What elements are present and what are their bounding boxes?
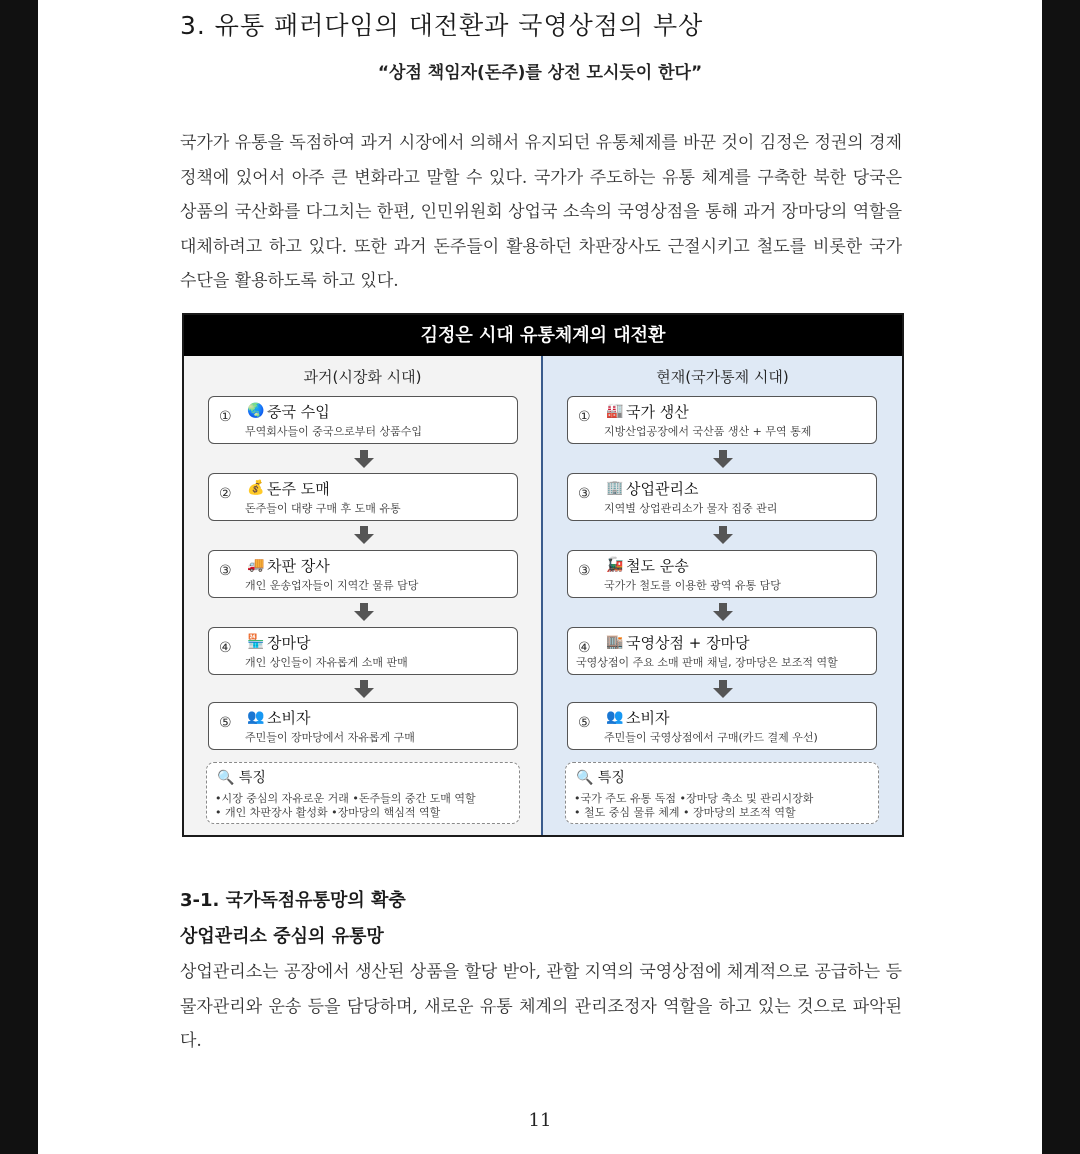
step-number: ⑤ bbox=[578, 715, 591, 731]
globe-icon: 🌏 bbox=[247, 403, 265, 419]
past-step-2 bbox=[208, 473, 518, 521]
step-title: 소비자 bbox=[267, 709, 311, 727]
step-title: 국가 생산 bbox=[626, 403, 689, 421]
document-page bbox=[38, 0, 1042, 1154]
down-arrow-icon bbox=[713, 450, 733, 470]
step-description: 돈주들이 대량 구매 후 도매 유통 bbox=[245, 502, 401, 515]
features-title: 🔍 특징 bbox=[576, 770, 625, 786]
features-title: 🔍 특징 bbox=[217, 770, 266, 786]
past-step-5 bbox=[208, 702, 518, 750]
step-description: 개인 운송업자들이 지역간 물류 담당 bbox=[245, 579, 419, 592]
present-step-2 bbox=[567, 473, 877, 521]
past-step-3 bbox=[208, 550, 518, 598]
present-step-5 bbox=[567, 702, 877, 750]
section-quote: “상점 책임자(돈주)를 상전 모시듯이 한다” bbox=[377, 63, 703, 83]
step-number: ③ bbox=[578, 563, 591, 579]
step-title: 소비자 bbox=[626, 709, 670, 727]
step-description: 국가가 철도를 이용한 광역 유통 담당 bbox=[604, 579, 781, 592]
step-title: 상업관리소 bbox=[626, 480, 699, 498]
present-step-3 bbox=[567, 550, 877, 598]
step-description: 지역별 상업관리소가 물자 집중 관리 bbox=[604, 502, 778, 515]
step-description: 주민들이 국영상점에서 구매(카드 결제 우선) bbox=[604, 731, 818, 744]
step-number: ⑤ bbox=[219, 715, 232, 731]
down-arrow-icon bbox=[354, 603, 374, 623]
present-features-box bbox=[565, 762, 879, 824]
market-stall-icon: 🏪 bbox=[247, 634, 265, 650]
step-title: 중국 수입 bbox=[267, 403, 330, 421]
step-number: ④ bbox=[578, 640, 591, 656]
step-description: 개인 상인들이 자유롭게 소매 판매 bbox=[245, 656, 408, 669]
step-number: ② bbox=[219, 486, 232, 502]
feature-line: • 개인 차판장사 활성화 •장마당의 핵심적 역할 bbox=[215, 806, 441, 819]
feature-line: •국가 주도 유통 독점 •장마당 축소 및 관리시장화 bbox=[574, 792, 814, 805]
step-number: ① bbox=[219, 409, 232, 425]
subsection-subheading: 상업관리소 중심의 유통망 bbox=[180, 926, 384, 947]
step-number: ③ bbox=[578, 486, 591, 502]
truck-icon: 🚚 bbox=[247, 557, 265, 573]
down-arrow-icon bbox=[713, 526, 733, 546]
down-arrow-icon bbox=[354, 526, 374, 546]
people-icon: 👥 bbox=[247, 709, 265, 725]
down-arrow-icon bbox=[354, 680, 374, 700]
feature-line: • 철도 중심 물류 체계 • 장마당의 보조적 역할 bbox=[574, 806, 796, 819]
page-number: 11 bbox=[528, 1110, 552, 1131]
past-step-1 bbox=[208, 396, 518, 444]
factory-icon: 🏭 bbox=[606, 403, 624, 419]
step-title: 차판 장사 bbox=[267, 557, 330, 575]
present-step-4 bbox=[567, 627, 877, 675]
down-arrow-icon bbox=[713, 680, 733, 700]
section-heading: 3. 유통 패러다임의 대전환과 국영상점의 부상 bbox=[180, 11, 704, 40]
past-column-header: 과거(시장화 시대) bbox=[303, 368, 422, 386]
figure-title: 김정은 시대 유통체계의 대전환 bbox=[184, 315, 902, 356]
paragraph-commerce-office: 상업관리소는 공장에서 생산된 상품을 할당 받아, 관할 지역의 국영상점에 체계적으로 공급하는 등 물자관리와 운송 등을 담당하며, 새로운 유통 체계의 관리조정자 역할을 하고 있는 것으로 파악된다. bbox=[180, 962, 902, 1051]
past-step-4 bbox=[208, 627, 518, 675]
step-number: ① bbox=[578, 409, 591, 425]
step-title: 장마당 bbox=[267, 634, 311, 652]
step-description: 지방산업공장에서 국산품 생산 + 무역 통제 bbox=[604, 425, 812, 438]
present-step-1 bbox=[567, 396, 877, 444]
step-title: 국영상점 + 장마당 bbox=[626, 634, 750, 652]
past-column bbox=[184, 356, 543, 835]
paragraph-intro: 국가가 유통을 독점하여 과거 시장에서 의해서 유지되던 유통체제를 바꾼 것이 김정은 정권의 경제 정책에 있어서 아주 큰 변화라고 말할 수 있다. 국가가 주도하는 유통 체계를 구축한 북한 당국은 상품의 국산화를 다그치는 한편, 인민위원회 상업국 소속의 국영상점을 통해 과거 장마당의 역할을 대체하려고 하고 있다. 또한 과거 돈주들이 활용하던 차판장사도 근절시키고 철도를 비롯한 국가 수단을 활용하도록 하고 있다. bbox=[180, 133, 902, 291]
step-description: 무역회사들이 중국으로부터 상품수입 bbox=[245, 425, 423, 438]
department-store-icon: 🏬 bbox=[606, 634, 624, 650]
people-icon: 👥 bbox=[606, 709, 624, 725]
down-arrow-icon bbox=[713, 603, 733, 623]
past-features-box bbox=[206, 762, 520, 824]
feature-line: •시장 중심의 자유로운 거래 •돈주들의 중간 도매 역할 bbox=[215, 792, 476, 805]
step-title: 철도 운송 bbox=[626, 557, 689, 575]
down-arrow-icon bbox=[354, 450, 374, 470]
step-number: ③ bbox=[219, 563, 232, 579]
step-title: 돈주 도매 bbox=[267, 480, 330, 498]
step-description: 국영상점이 주요 소매 판매 채널, 장마당은 보조적 역할 bbox=[576, 656, 838, 669]
office-building-icon: 🏢 bbox=[606, 480, 624, 496]
money-bag-icon: 💰 bbox=[247, 480, 265, 496]
step-number: ④ bbox=[219, 640, 232, 656]
step-description: 주민들이 장마당에서 자유롭게 구매 bbox=[245, 731, 415, 744]
present-column-header: 현재(국가통제 시대) bbox=[656, 368, 789, 386]
train-icon: 🚂 bbox=[606, 557, 624, 573]
present-column bbox=[543, 356, 902, 835]
distribution-figure bbox=[182, 313, 904, 837]
subsection-heading: 3-1. 국가독점유통망의 확충 bbox=[180, 890, 406, 911]
